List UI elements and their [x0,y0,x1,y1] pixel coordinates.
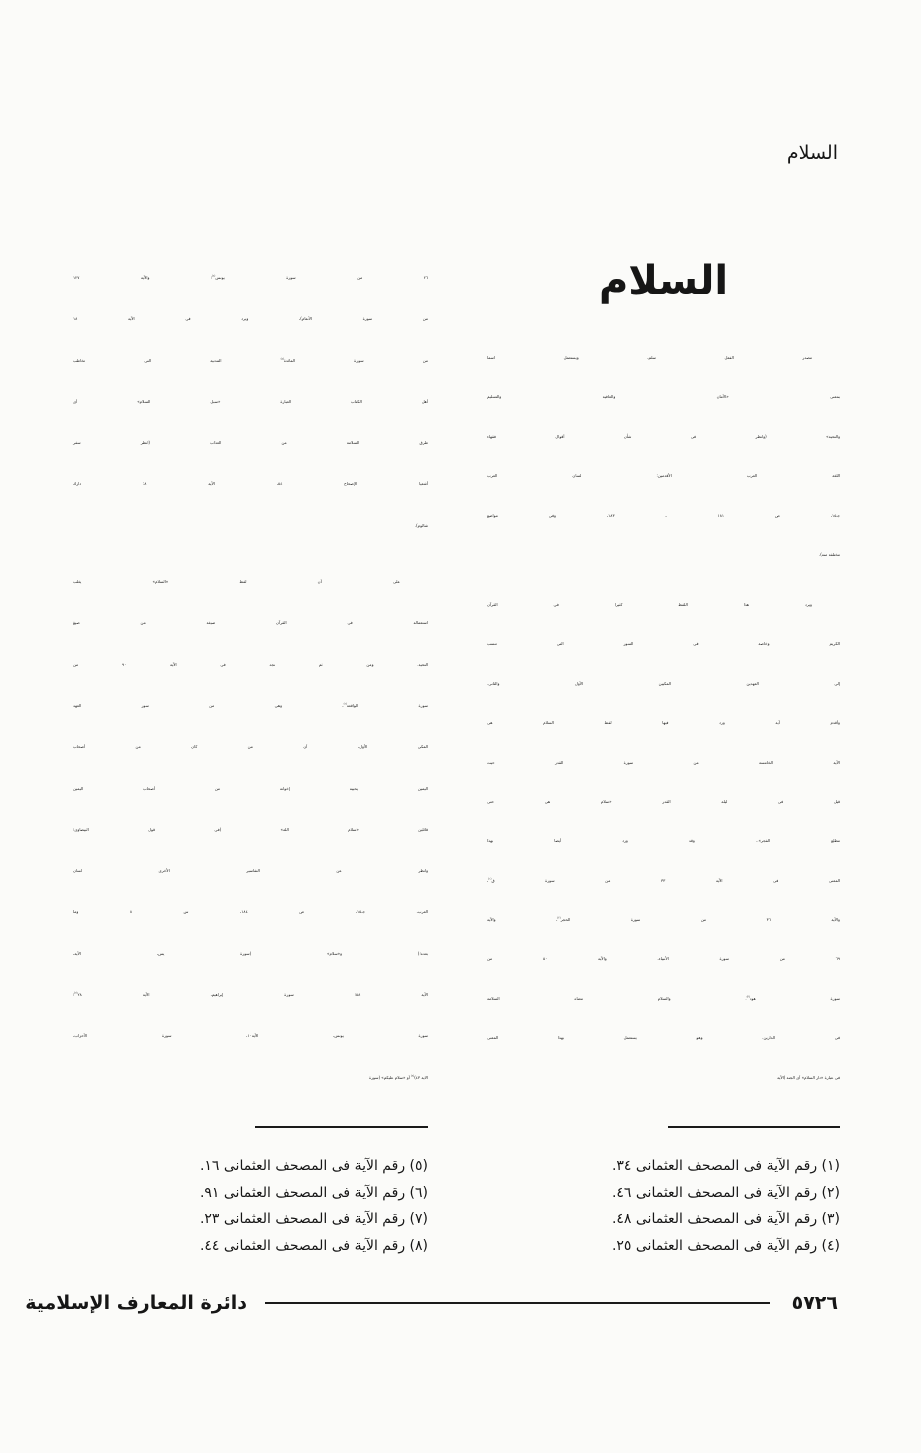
text-line: أهل الكتاب العبارة «سبل السلام» أى [73,398,428,404]
footnote-marker: (١) [488,877,492,881]
footnote-marker: (٤) [212,274,216,278]
text-line: مطلع الفجر».. وقد ورد أيضا بهذا [487,838,840,844]
footnote: (٤) رقم الآية فى المصحف العثمانى ٢٥. [611,1237,840,1254]
running-header-title: السلام [786,142,838,164]
footnote-marker: (٧) [74,991,78,995]
text-segment: سورة الواقعة [346,702,428,708]
paragraph-continued [73,257,428,546]
text-line: قائلين «سلام الله» (فى قول البيضاوى؛ [73,826,428,832]
footnote-marker: (٥) [280,357,284,361]
text-segment: ؛ [73,992,75,998]
footnote: (١) رقم الآية فى المصحف العثمانى ٣٤. [611,1158,840,1174]
text-line: اليمين يحييه إخوانه من أصحاب اليمين [73,785,428,791]
footer-rule [265,1302,770,1304]
text-line: من سورة الأنعام)، ويرد فى الآية ١٨ [73,316,428,322]
text-line [487,900,840,939]
article-title: السلام [598,258,729,304]
paragraph [487,585,840,1097]
text-line [73,974,428,1015]
text-segment: المدنية التى تخاطب [73,357,281,363]
page-number: ٥٧٢٦ [791,1292,838,1314]
text-line: شالوم). [414,522,428,528]
text-line: الكريم وخاصة فى السور التى تنسب [487,641,840,647]
text-line: مختلفة منه). [818,551,840,557]
footnote-marker: (٦) [343,702,347,706]
text-line: وانظر عن التفاسير الأخرى لسان [73,868,428,874]
footnotes-right [520,1153,840,1259]
footnote-marker: (٣) [746,995,750,999]
footnote: (٨) رقم الآية فى المصحف العثمانى ٤٤. [199,1237,428,1254]
text-segment: ، وهى من سور العهد [73,702,344,708]
text-line: قيل فى ليلة القدر «سلام هى حتى [487,798,840,804]
text-line: الآية الخامسة من سورة القدر حيث [487,759,840,765]
text-line: ٦٩ من سورة الأنبياء، والآية ٥٠ من [487,956,840,962]
text-segment: سورة هود [749,995,840,1001]
left-column [73,257,428,1098]
text-segment: أو «سلام عليكم» (سورة [369,1074,412,1080]
text-segment: المعنى فى الآية ٣٣ من سورة ق [491,877,840,883]
footnote-marker: (٢) [557,916,561,920]
text-line: التحية. ومن ثم نجد فى الآية ٩٠ من [73,661,428,667]
text-line: أشعيا الإصحاح ٥٤، الآية ٨: دارك [73,481,428,487]
footnotes-left [108,1153,428,1259]
text-segment: الاية ٤٣) [414,1074,428,1080]
publication-title: دائرة المعارف الإسلامية [25,1292,247,1314]
paragraph [73,561,428,1098]
text-line: بمعنى «الأمان والعافية والتسليم [487,394,840,400]
text-line: بعده؛) و«سلام» (سورة يس، الآية، [73,950,428,956]
text-line [487,861,840,900]
text-line: المكى الأول، أن من كان من أصحاب [73,744,428,750]
text-segment: الآية ٥٨؛ سورة إبراهيم، الآية ٢٨ [77,992,429,998]
paragraph [487,338,840,574]
text-line [73,685,428,726]
text-line: مصدر الفعل سلم، ويستعمل اسما [487,355,812,360]
text-line [73,1057,428,1098]
text-line: طرق السلامة من العذاب (انظر سفر [73,440,428,446]
footnote-divider [668,1126,840,1128]
text-segment: . والسلام معناه السلامة [487,995,747,1001]
text-line: وأقدم آية ورد فيها لفظ السلام هى [487,720,840,726]
footnote: (٢) رقم الآية فى المصحف العثمانى ٤٦. [611,1184,840,1201]
text-line: جـ١٥، ص ١٨١ ـ ١٨٣، وفى مواضع [487,512,840,518]
text-segment: ، [487,877,489,883]
text-line: فى الدارين. وهو يستعمل بهذا المعنى [487,1035,840,1041]
text-line: فى عبارة «دار السلام» أى الجنة (الآية [777,1074,840,1080]
footnote-marker: (٨) [411,1074,415,1078]
text-line [487,979,840,1018]
text-line: على أن لفظ «السلام» يغلب [73,579,400,585]
text-line: إلى العهدين المكيين الأول والثانى. [487,680,840,686]
text-line: العرب، جـ١٥، ص ١٨٤، س ٨ وما [73,909,428,915]
text-line: اللغة العرب الأقدمين: لسان العرب [487,473,840,479]
text-line: سورة يونس، الآية١٠، سورة الأحزاب، [73,1033,428,1039]
text-segment: ، والآية [487,917,558,923]
right-column [487,338,840,1097]
footnote: (٣) رقم الآية فى المصحف العثمانى ٤٨. [611,1211,840,1228]
footnote: (٦) رقم الآية فى المصحف العثمانى ٩١. [199,1184,428,1201]
text-segment: ؛ والآية ١٢٧ [73,275,213,280]
footnote: (٥) رقم الآية فى المصحف العثمانى ١٦. [199,1158,428,1174]
footnote-divider [255,1126,428,1128]
text-line: والتحية» (وانظر فى شأن أقوال فقهاء [487,433,840,439]
text-line: استعماله فى القرآن صيغة من صيغ [73,620,428,626]
text-line: ويرد هذا اللفظ كثيرا فى القرآن [487,601,812,607]
text-segment: من سورة المائدة [283,357,428,363]
text-line [73,340,428,381]
text-line [73,257,428,298]
text-segment: ٢٦ من سورة يونس [215,275,428,280]
footnote: (٧) رقم الآية فى المصحف العثمانى ٢٣. [199,1211,428,1228]
text-segment: والآية ٣٦ من سورة الحجر [560,917,840,923]
